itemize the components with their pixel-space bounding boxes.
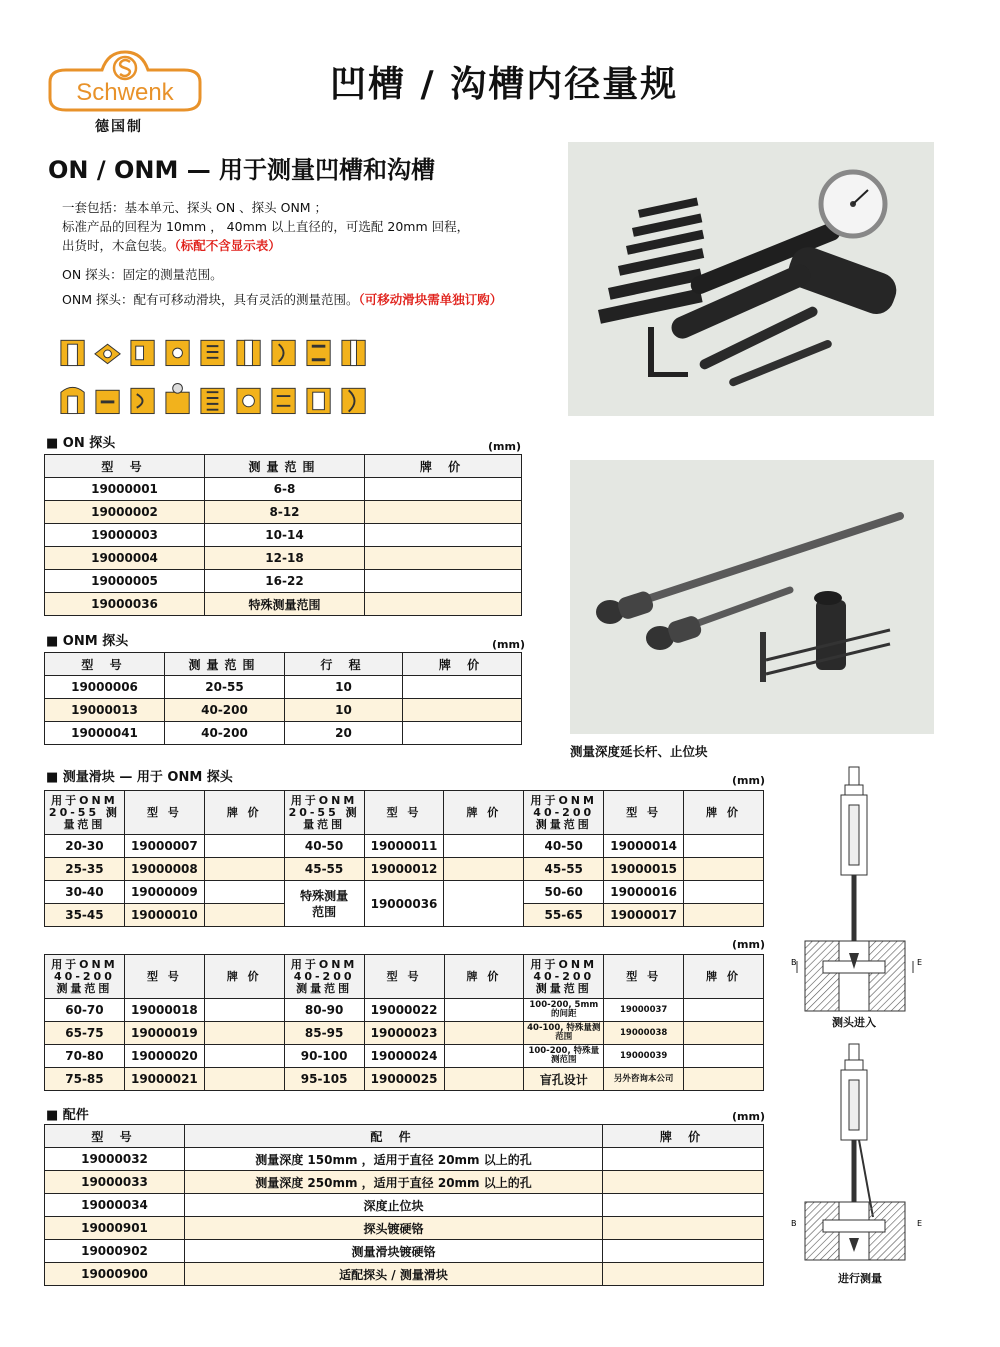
- cell: 19000019: [124, 1022, 204, 1045]
- col-header: 用于ONM 20-55 测量范围: [284, 791, 364, 835]
- cell: 6-8: [205, 478, 365, 501]
- col-header: 测量范围: [205, 455, 365, 478]
- table-row: [45, 478, 522, 501]
- cell: 10-14: [205, 524, 365, 547]
- probe-block-icon: [163, 334, 192, 368]
- cell: 特殊测量范围: [205, 593, 365, 616]
- intro-line: 一套包括：基本单元、探头 ON 、探头 ONM ；: [62, 200, 328, 215]
- col-header: 行 程: [285, 653, 403, 676]
- col-header: 型 号: [604, 955, 684, 999]
- cell: 19000036: [364, 881, 444, 927]
- probe-block-icon: [198, 382, 227, 416]
- cell: [684, 881, 764, 904]
- cell: [684, 835, 764, 858]
- probe-entering-diagram: [783, 765, 933, 1015]
- unit-label: (mm): [732, 938, 765, 951]
- cell: [204, 1068, 284, 1091]
- cell: 19000002: [45, 501, 205, 524]
- cell: 40-200: [165, 699, 285, 722]
- onm-section-title: ■ ONM 探头: [46, 634, 129, 649]
- col-header: 测量范围: [165, 653, 285, 676]
- cell: [365, 570, 522, 593]
- on-probe-table: [44, 454, 522, 616]
- cell: 40-100, 特殊量测范围: [524, 1022, 604, 1045]
- cell: 19000023: [364, 1022, 444, 1045]
- col-header: 牌 价: [603, 1125, 764, 1148]
- cell: 70-80: [45, 1045, 125, 1068]
- cell: [204, 1022, 284, 1045]
- probe-block-icon: [269, 382, 298, 416]
- cell: 100-200, 5mm 的间距: [524, 999, 604, 1022]
- probe-block-icon: [198, 334, 227, 368]
- cell: 19000017: [604, 904, 684, 927]
- intro-note: （可移动滑块需单独订购）: [358, 292, 503, 307]
- cell: [403, 699, 522, 722]
- unit-label: (mm): [488, 440, 521, 453]
- cell: [204, 881, 284, 904]
- cell: 55-65: [524, 904, 604, 927]
- svg-text:E: E: [917, 1219, 923, 1228]
- cell: [444, 1045, 524, 1068]
- table-row: [45, 593, 522, 616]
- col-header: 用于ONM 20-55 测量范围: [45, 791, 125, 835]
- cell: 8-12: [205, 501, 365, 524]
- cell: 80-90: [284, 999, 364, 1022]
- cell: 90-100: [284, 1045, 364, 1068]
- unit-label: (mm): [732, 774, 765, 787]
- col-header: 用于ONM 40-200 测量范围: [45, 955, 125, 999]
- acc-section-title: ■ 配件: [46, 1108, 89, 1123]
- cell: 40-50: [284, 835, 364, 858]
- cell: [684, 1045, 764, 1068]
- svg-text:B: B: [791, 958, 797, 967]
- cell: [444, 835, 524, 858]
- cell: 19000006: [45, 676, 165, 699]
- cell: [684, 1022, 764, 1045]
- cell: [684, 858, 764, 881]
- diagram2-caption: 进行测量: [838, 1272, 882, 1285]
- col-header: 型 号: [124, 955, 204, 999]
- col-header: 用于ONM 40-200 测量范围: [524, 791, 604, 835]
- col-header: 牌 价: [684, 955, 764, 999]
- cell: [365, 593, 522, 616]
- cell: 25-35: [45, 858, 125, 881]
- cell: 45-55: [284, 858, 364, 881]
- slide-section-title: ■ 测量滑块 — 用于 ONM 探头: [46, 770, 233, 785]
- cell: [603, 1263, 764, 1286]
- cell: 测量深度 150mm ，适用于直径 20mm 以上的孔: [185, 1148, 603, 1171]
- cell: [603, 1217, 764, 1240]
- cell: [204, 835, 284, 858]
- accessories-table: [44, 1124, 764, 1286]
- unit-label: (mm): [732, 1110, 765, 1123]
- cell: 19000011: [364, 835, 444, 858]
- col-header: 用于ONM 40-200 测量范围: [524, 955, 604, 999]
- cell: 19000024: [364, 1045, 444, 1068]
- cell: 19000010: [124, 904, 204, 927]
- table-row: [45, 699, 522, 722]
- col-header: 牌 价: [403, 653, 522, 676]
- cell: 19000038: [604, 1022, 684, 1045]
- cell: 19000014: [604, 835, 684, 858]
- cell: 19000009: [124, 881, 204, 904]
- col-header: 牌 价: [204, 955, 284, 999]
- cell: [365, 524, 522, 547]
- cell: [365, 501, 522, 524]
- gauge-set-photo: [568, 142, 934, 416]
- cell: [684, 999, 764, 1022]
- cell: 19000013: [45, 699, 165, 722]
- table-row: [45, 501, 522, 524]
- cell: 19000016: [604, 881, 684, 904]
- probe-block-icon: [128, 382, 157, 416]
- intro-line: ON 探头：固定的测量范围。: [62, 267, 223, 282]
- cell: 95-105: [284, 1068, 364, 1091]
- table-row: [45, 1217, 764, 1240]
- col-header: 配 件: [185, 1125, 603, 1148]
- cell: 19000901: [45, 1217, 185, 1240]
- table-row: [45, 1240, 764, 1263]
- table-row: [45, 1022, 764, 1045]
- col-header: 型 号: [124, 791, 204, 835]
- cell: 19000902: [45, 1240, 185, 1263]
- col-header: 用于ONM 40-200 测量范围: [284, 955, 364, 999]
- intro-line-a: 出货时，木盒包装。: [62, 238, 175, 253]
- cell: 19000022: [364, 999, 444, 1022]
- cell: 19000021: [124, 1068, 204, 1091]
- col-header: 型 号: [45, 1125, 185, 1148]
- col-header: 型 号: [364, 791, 444, 835]
- cell: 深度止位块: [185, 1194, 603, 1217]
- cell: 19000004: [45, 547, 205, 570]
- cell: [444, 1022, 524, 1045]
- intro-text: [62, 198, 562, 309]
- intro-line: 标准产品的回程为 10mm ， 40mm 以上直径的，可选配 20mm 回程，: [62, 219, 470, 234]
- on-section-title: ■ ON 探头: [46, 436, 116, 451]
- cell: 适配探头 / 测量滑块: [185, 1263, 603, 1286]
- schwenk-logo: [44, 48, 206, 114]
- cell: [204, 1045, 284, 1068]
- cell: [444, 858, 524, 881]
- cell: 75-85: [45, 1068, 125, 1091]
- cell: 100-200, 特殊量测范围: [524, 1045, 604, 1068]
- probe-block-icon: [58, 334, 87, 368]
- cell: 10: [285, 676, 403, 699]
- probe-block-icon: [304, 382, 333, 416]
- slide-table-1: [44, 790, 764, 927]
- onm-probe-table: [44, 652, 522, 745]
- unit-label: (mm): [492, 638, 525, 651]
- col-header: 牌 价: [365, 455, 522, 478]
- cell: 35-45: [45, 904, 125, 927]
- table-row: [45, 1171, 764, 1194]
- table-row: [45, 547, 522, 570]
- cell: 测量滑块镀硬铬: [185, 1240, 603, 1263]
- table-row: [45, 1148, 764, 1171]
- table-row: [45, 1194, 764, 1217]
- svg-text:E: E: [917, 958, 923, 967]
- photo2-caption: 测量深度延长杆、止位块: [570, 744, 708, 759]
- cell: [603, 1240, 764, 1263]
- cell: 19000041: [45, 722, 165, 745]
- cell: 19000008: [124, 858, 204, 881]
- col-header: 型 号: [604, 791, 684, 835]
- cell: 19000012: [364, 858, 444, 881]
- probe-block-icon: [339, 382, 368, 416]
- cell: 19000037: [604, 999, 684, 1022]
- intro-line: [62, 236, 562, 255]
- table-row: [45, 1068, 764, 1091]
- cell: 19000039: [604, 1045, 684, 1068]
- probe-block-icon: [234, 382, 263, 416]
- cell: 特殊测量范围: [284, 881, 364, 927]
- probe-illustrations-row1: [58, 334, 368, 368]
- col-header: 型 号: [45, 653, 165, 676]
- cell: [444, 999, 524, 1022]
- cell: [403, 676, 522, 699]
- cell: 20-55: [165, 676, 285, 699]
- cell: 85-95: [284, 1022, 364, 1045]
- cell: 40-200: [165, 722, 285, 745]
- cell: 盲孔设计: [524, 1068, 604, 1091]
- cell: 19000018: [124, 999, 204, 1022]
- probe-block-icon: [269, 334, 298, 368]
- cell: 19000005: [45, 570, 205, 593]
- table-row: [45, 722, 522, 745]
- cell: 19000032: [45, 1148, 185, 1171]
- cell: 19000033: [45, 1171, 185, 1194]
- cell: 19000020: [124, 1045, 204, 1068]
- cell: 测量深度 250mm ，适用于直径 20mm 以上的孔: [185, 1171, 603, 1194]
- col-header: 牌 价: [444, 955, 524, 999]
- slide-table-2: [44, 954, 764, 1091]
- table-row: [45, 999, 764, 1022]
- cell: 30-40: [45, 881, 125, 904]
- diagram1-caption: 测头进入: [832, 1016, 876, 1029]
- table-row: [45, 676, 522, 699]
- cell: 19000034: [45, 1194, 185, 1217]
- cell: 19000003: [45, 524, 205, 547]
- cell: [204, 999, 284, 1022]
- probe-block-icon: [58, 382, 87, 416]
- col-header: 牌 价: [444, 791, 524, 835]
- probe-block-icon: [93, 334, 122, 368]
- cell: 20-30: [45, 835, 125, 858]
- cell: 19000007: [124, 835, 204, 858]
- brand-name: Schwenk: [76, 79, 174, 106]
- cell: [684, 1068, 764, 1091]
- measuring-diagram: [783, 1042, 933, 1262]
- cell: 60-70: [45, 999, 125, 1022]
- brand-origin: 德国制: [95, 119, 143, 135]
- col-header: 型 号: [45, 455, 205, 478]
- svg-text:B: B: [791, 1219, 797, 1228]
- intro-note: （标配不含显示表）: [174, 238, 281, 253]
- extension-rod-photo: [570, 460, 934, 734]
- cell: [444, 1068, 524, 1091]
- cell: 20: [285, 722, 403, 745]
- cell: [603, 1171, 764, 1194]
- cell: [403, 722, 522, 745]
- cell: 19000015: [604, 858, 684, 881]
- probe-block-icon: [234, 334, 263, 368]
- page-title: 凹槽 / 沟槽内径量规: [330, 64, 679, 105]
- table-row: [45, 1045, 764, 1068]
- probe-block-icon: [304, 334, 333, 368]
- col-header: 型 号: [364, 955, 444, 999]
- table-row: [45, 570, 522, 593]
- cell: 12-18: [205, 547, 365, 570]
- cell: 65-75: [45, 1022, 125, 1045]
- table-row: [45, 1263, 764, 1286]
- intro-line-a: ONM 探头：配有可移动滑块，具有灵活的测量范围。: [62, 292, 359, 307]
- cell: 19000036: [45, 593, 205, 616]
- cell: [603, 1148, 764, 1171]
- probe-block-icon: [93, 382, 122, 416]
- cell: [684, 904, 764, 927]
- cell: 19000900: [45, 1263, 185, 1286]
- cell: 16-22: [205, 570, 365, 593]
- cell: 19000001: [45, 478, 205, 501]
- cell: [444, 881, 524, 927]
- cell: 另外咨询本公司: [604, 1068, 684, 1091]
- cell: 45-55: [524, 858, 604, 881]
- col-header: 牌 价: [684, 791, 764, 835]
- cell: [365, 478, 522, 501]
- probe-block-icon: [163, 382, 192, 416]
- probe-illustrations-row2: [58, 382, 368, 416]
- page-subtitle: ON / ONM — 用于测量凹槽和沟槽: [48, 156, 436, 184]
- probe-block-icon: [339, 334, 368, 368]
- cell: [603, 1194, 764, 1217]
- cell: 探头镀硬铬: [185, 1217, 603, 1240]
- cell: 10: [285, 699, 403, 722]
- col-header: 牌 价: [204, 791, 284, 835]
- table-row: [45, 524, 522, 547]
- cell: [204, 904, 284, 927]
- cell: [365, 547, 522, 570]
- probe-block-icon: [128, 334, 157, 368]
- cell: [204, 858, 284, 881]
- cell: 50-60: [524, 881, 604, 904]
- cell: 19000025: [364, 1068, 444, 1091]
- cell: 40-50: [524, 835, 604, 858]
- intro-line: [62, 290, 562, 309]
